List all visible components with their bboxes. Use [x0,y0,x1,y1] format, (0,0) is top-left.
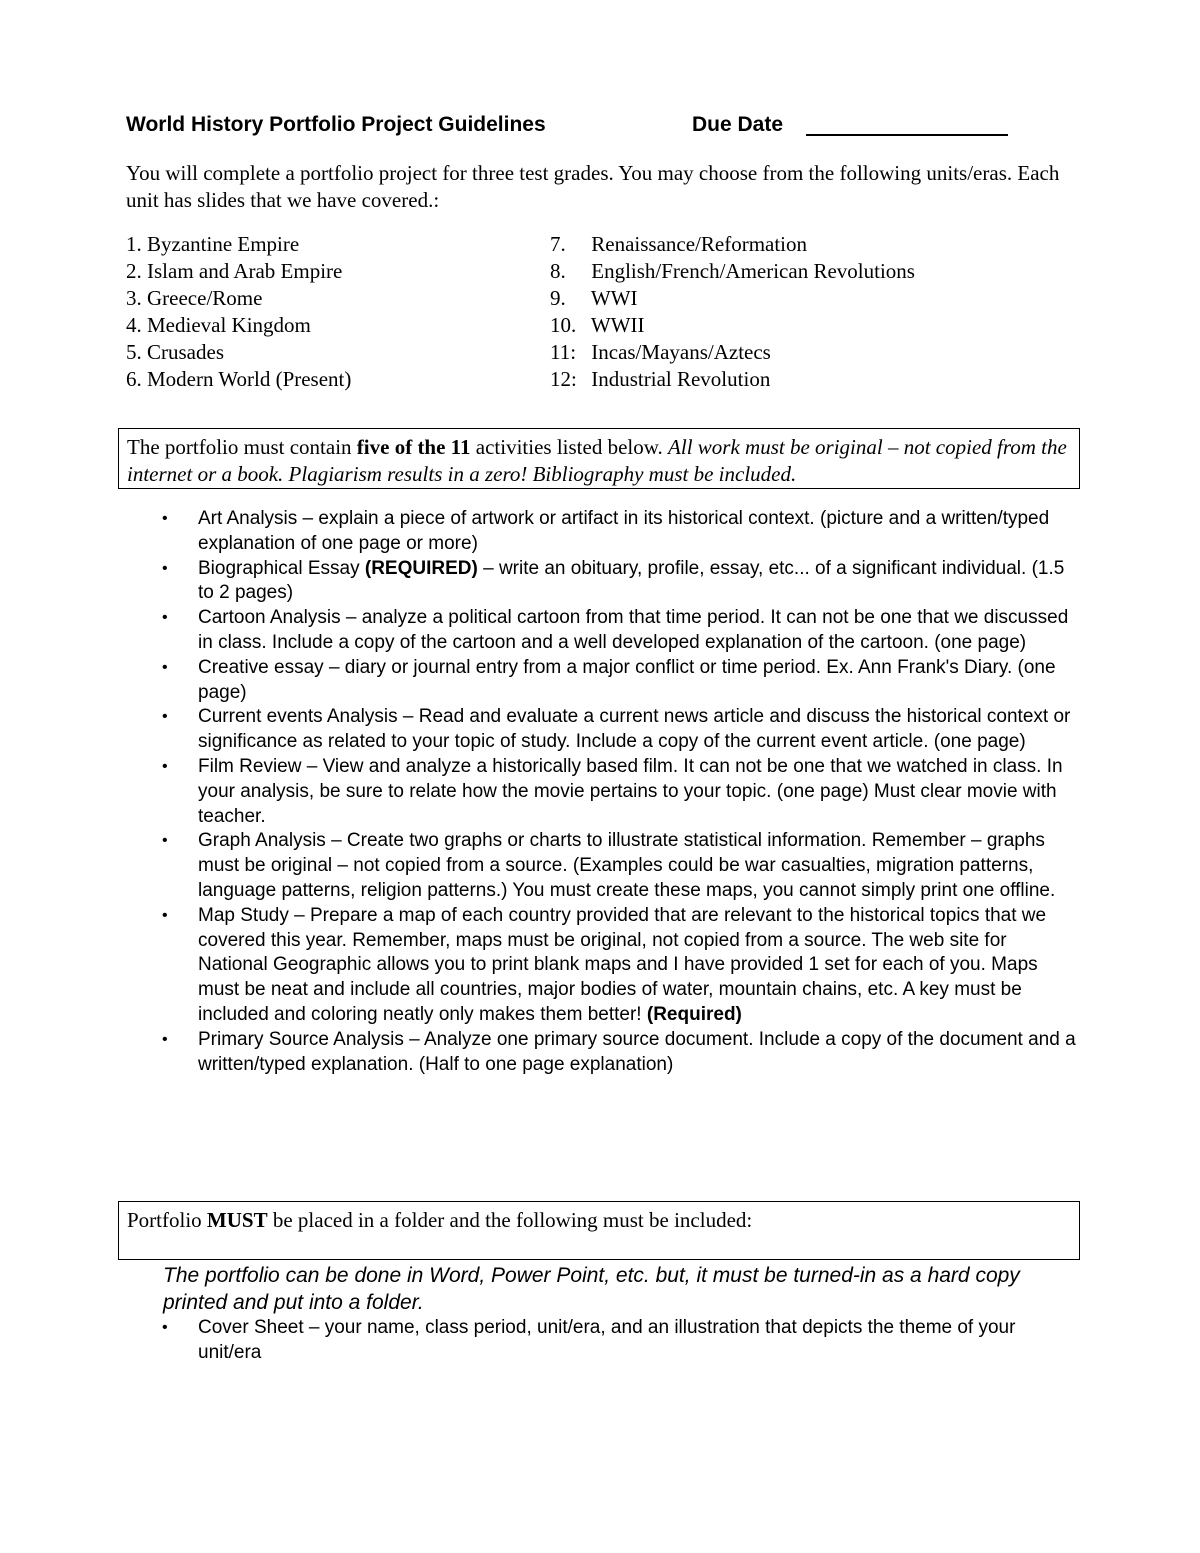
activity-text: Primary Source Analysis – Analyze one primary source document. Include a copy of the document and a written/typed explanation. (Half to one page explanation) [198,1028,1076,1075]
activity-text: Cartoon Analysis – analyze a political cartoon from that time period. It can not be one that we discussed in class. Include a copy of the cartoon and a well developed explanation of the cartoon. (one page) [198,607,1069,653]
unit-name: Medieval Kingdom [147,313,311,337]
activity-item [160,705,1080,755]
activity-item [160,507,1080,557]
activity-item [160,656,1080,706]
unit-item [550,339,1050,366]
activity-item [160,606,1080,656]
folder-must: MUST [206,1208,268,1232]
unit-number: 12: [550,367,577,391]
unit-name: Byzantine Empire [147,232,300,256]
requirements-prefix: The portfolio must contain [127,435,357,459]
activity-text: Biographical Essay [198,557,365,579]
unit-item [126,312,526,339]
bullet-icon: • [162,1030,168,1048]
page-title: World History Portfolio Project Guidelines [126,113,546,136]
activity-text: Graph Analysis – Create two graphs or charts to illustrate statistical information. Remember – graphs must be original – not copied from a source. (Examples could be war casualties, migration patterns, language patterns, religion patterns.) You must create these maps, you cannot simply print one offline. [198,830,1056,901]
requirements-middle: activities listed below. [470,435,669,459]
activity-text: Creative essay – diary or journal entry from a major conflict or time period. Ex. Ann Frank's Diary. (one page) [198,656,1056,703]
unit-number: 11: [550,340,577,364]
activity-list [160,507,1080,1077]
unit-name: WWII [590,313,645,337]
bullet-icon: • [162,609,168,627]
unit-list-left [126,231,526,393]
folder-suffix: be placed in a folder and the following must be included: [267,1208,753,1232]
activity-item [160,557,1080,607]
unit-number: 2. [126,259,142,283]
unit-number: 7. [550,232,566,256]
bullet-icon: • [162,510,168,527]
unit-item [550,258,1050,285]
unit-item [550,366,1050,393]
unit-item [550,231,1050,258]
unit-name: WWI [590,286,638,310]
unit-item [126,339,526,366]
activity-item [160,904,1080,1028]
intro-paragraph: You will complete a portfolio project for three test grades. You may choose from the following units/eras. Each unit has slides that we have covered.: [126,161,1060,212]
bullet-icon: • [162,708,168,726]
due-date-blank-line [806,134,1008,136]
due-date-label: Due Date [692,113,784,136]
unit-name: Greece/Rome [147,286,263,310]
unit-number: 5. [126,340,142,364]
unit-name: Islam and Arab Empire [147,259,343,283]
activity-text: Art Analysis – explain a piece of artwork or artifact in its historical context. (picture and a written/typed explanation of one page or more) [198,508,1050,554]
header [126,113,1026,143]
requirements-count: five of the 11 [356,435,471,459]
bullet-icon: • [162,559,168,577]
activity-text: Film Review – View and analyze a historically based film. It can not be one that we watched in class. In your analysis, be sure to relate how the movie pertains to your topic. (one page) Must clear movie with teacher. [198,755,1063,827]
unit-number: 6. [126,367,142,391]
unit-name: Modern World (Present) [147,367,352,391]
activity-item [160,755,1080,829]
folder-note: The portfolio can be done in Word, Power Point, etc. but, it must be turned-in as a hard copy printed and put into a folder. [163,1264,1020,1314]
bullet-icon: • [162,1319,168,1336]
activity-text: Map Study – Prepare a map of each country provided that are relevant to the historical topics that we covered this year. Remember, maps must be original, not copied from a source. The web site for National Geographic allows you to print blank maps and I have provided 1 set for each of you. Maps must be neat and include all countries, major bodies of water, mountain chains, etc. A key must be included and coloring neatly only makes them better! [198,904,1047,1025]
unit-number: 8. [550,259,566,283]
unit-item [126,366,526,393]
unit-item [550,312,1050,339]
bullet-icon: • [162,658,168,676]
unit-item [126,258,526,285]
included-items-list [160,1316,1080,1366]
activity-required-tag: (Required) [646,1003,742,1025]
folder-prefix: Portfolio [127,1208,207,1232]
unit-number: 3. [126,286,142,310]
requirements-box [118,428,1080,489]
originality-warning: All work must be original – not copied from the internet or a book. Plagiarism results in a zero! Bibliography must be included. [127,435,1067,486]
unit-number: 10. [550,313,577,337]
unit-item [126,285,526,312]
unit-name: Crusades [147,340,224,364]
unit-number: 4. [126,313,142,337]
unit-name: Industrial Revolution [591,367,771,391]
unit-list-right [550,231,1050,393]
activity-text-tail: – write an obituary, profile, essay, etc... of a significant individual. (1.5 to 2 pages) [198,557,1065,604]
bullet-icon: • [162,757,168,775]
included-item [160,1316,1080,1366]
unit-number: 1. [126,232,142,256]
unit-item [550,285,1050,312]
unit-item [126,231,526,258]
bullet-icon: • [162,832,168,850]
activity-item [160,829,1080,903]
activity-text: Current events Analysis – Read and evaluate a current news article and discuss the historical context or significance as related to your topic of study. Include a copy of the current event article. (one page) [198,706,1071,753]
unit-name: Incas/Mayans/Aztecs [591,340,771,364]
unit-name: Renaissance/Reformation [591,232,808,256]
included-item-text: Cover Sheet – your name, class period, unit/era, and an illustration that depicts the theme of your unit/era [198,1317,1016,1363]
folder-box [118,1201,1080,1260]
activity-required-tag: (REQUIRED) [364,557,478,579]
unit-number: 9. [550,286,566,310]
activity-item [160,1028,1080,1078]
unit-name: English/French/American Revolutions [591,259,915,283]
bullet-icon: • [162,906,168,924]
